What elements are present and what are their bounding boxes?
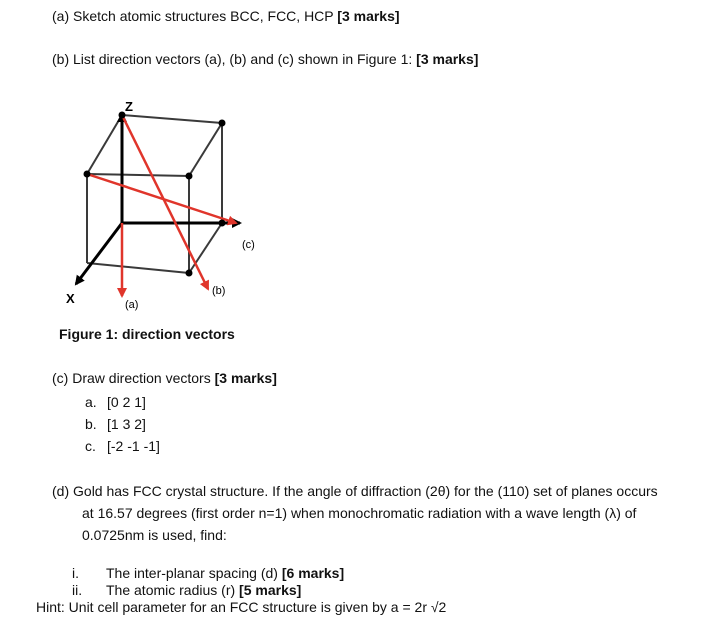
part-b-text: List direction vectors (a), (b) and (c) shown in Figure 1: xyxy=(73,51,413,67)
axes xyxy=(76,114,240,284)
part-d-line-1 xyxy=(52,482,658,500)
x-axis xyxy=(76,223,122,284)
vector-c-label: (c) xyxy=(242,239,255,251)
lattice-point xyxy=(84,171,91,178)
vectors xyxy=(87,115,236,296)
part-d-item-text: The inter-planar spacing (d) xyxy=(106,565,278,581)
part-d-line-2: at 16.57 degrees (first order n=1) when monochromatic radiation with a wave length (λ) of xyxy=(82,505,637,521)
part-c-item-label: c. xyxy=(85,438,96,454)
lattice-point xyxy=(219,120,226,127)
part-b-question xyxy=(52,50,478,68)
lattice-point xyxy=(186,270,193,277)
part-c-marks: [3 marks] xyxy=(214,370,277,386)
vector-a-label: (a) xyxy=(125,299,139,311)
z-axis-label: Z xyxy=(125,99,133,114)
cube-edge xyxy=(87,174,189,176)
part-c-item xyxy=(85,415,146,433)
cube-edge xyxy=(87,115,122,174)
part-c-text: Draw direction vectors xyxy=(72,370,211,386)
part-d-item-label: ii. xyxy=(72,582,83,598)
part-c-item-value: [1 3 2] xyxy=(107,416,146,432)
vector-b-label: (b) xyxy=(212,285,226,297)
part-d-item xyxy=(72,581,301,599)
part-c-label: (c) xyxy=(52,370,69,386)
part-b-label: (b) xyxy=(52,51,70,67)
figure-caption: Figure 1: direction vectors xyxy=(59,326,235,342)
cube-edge xyxy=(189,223,222,273)
part-d-item-marks: [6 marks] xyxy=(281,565,345,581)
cube-edge xyxy=(189,123,222,176)
part-d-label: (d) xyxy=(52,483,70,499)
unit-cube xyxy=(87,115,222,273)
part-c-question xyxy=(52,369,277,387)
part-a-label: (a) xyxy=(52,8,70,24)
part-c-item xyxy=(85,393,146,411)
cube-edge xyxy=(122,115,222,123)
vector-c xyxy=(87,174,236,223)
direction-vectors-figure xyxy=(62,98,262,318)
part-c-item-label: a. xyxy=(85,394,97,410)
part-c-item-label: b. xyxy=(85,416,97,432)
part-d-item xyxy=(72,564,344,582)
part-a-marks: [3 marks] xyxy=(337,8,400,24)
lattice-point xyxy=(219,220,226,227)
hint: Hint: Unit cell parameter for an FCC structure is given by a = 2r √2 xyxy=(36,599,447,615)
vector-b xyxy=(122,115,208,289)
part-c-item xyxy=(85,437,160,455)
part-d-item-text: The atomic radius (r) xyxy=(106,582,236,598)
part-c-item-value: [0 2 1] xyxy=(107,394,146,410)
part-c-item-value: [-2 -1 -1] xyxy=(107,438,160,454)
cube-edge xyxy=(87,263,189,273)
part-a-question xyxy=(52,7,400,25)
part-d-line-3: 0.0725nm is used, find: xyxy=(82,527,227,543)
part-d-item-marks: [5 marks] xyxy=(239,582,302,598)
x-axis-label: X xyxy=(66,291,75,306)
part-d-item-label: i. xyxy=(72,565,79,581)
part-d-text-1: Gold has FCC crystal structure. If the angle of diffraction (2θ) for the (110) set of planes occurs xyxy=(73,483,658,499)
lattice-point xyxy=(186,173,193,180)
part-a-text: Sketch atomic structures BCC, FCC, HCP xyxy=(73,8,334,24)
part-b-marks: [3 marks] xyxy=(416,51,479,67)
